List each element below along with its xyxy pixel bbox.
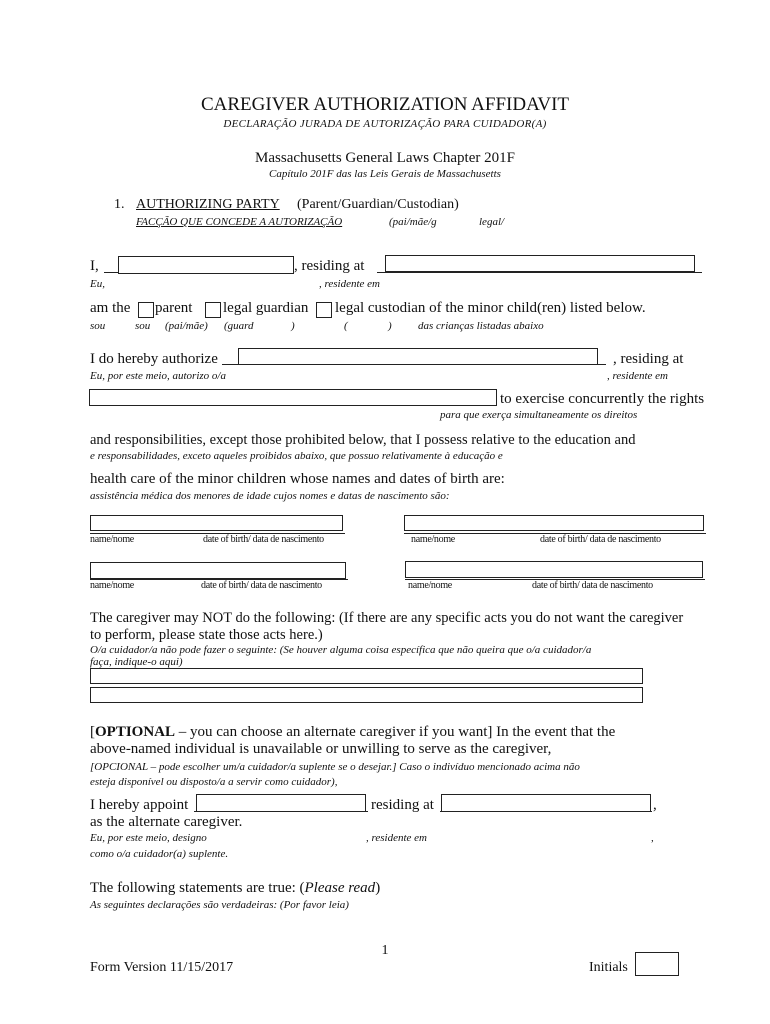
health-text: health care of the minor children whose names and dates of birth are: (90, 471, 505, 487)
line-i-prefix: I, (90, 258, 99, 274)
paren-close-2: ) (388, 320, 392, 332)
rights-text: to exercise concurrently the rights (500, 391, 705, 407)
section-heading-rest: (Parent/Guardian/Custodian) (297, 197, 459, 212)
initials-field[interactable] (635, 952, 679, 976)
optional-bracket: [ (90, 724, 95, 740)
authorize-label-pt: Eu, por este meio, autorizo o/a (90, 370, 226, 382)
optional-pt-2: esteja disponível ou disposto/a a servir como cuidador), (90, 776, 338, 788)
line-i-residing: , residing at (294, 258, 365, 274)
authorizing-party-address-field[interactable] (385, 255, 695, 272)
section-heading-pt-legal: legal/ (479, 216, 505, 228)
alternate-caregiver-name-field[interactable] (196, 794, 366, 812)
appoint-residing: residing at (371, 797, 434, 813)
child-3-dob-label: date of birth/ data de nascimento (201, 580, 322, 591)
rights-text-pt: para que exerça simultaneamente os direitos (440, 409, 638, 421)
may-not-line-1: The caregiver may NOT do the following: (If there are any specific acts you do not want the caregiver (90, 610, 684, 626)
underline (377, 272, 702, 273)
legal-guardian-checkbox[interactable] (205, 302, 221, 318)
authorize-residing: , residing at (613, 351, 684, 367)
appoint-comma: , (653, 797, 657, 813)
statements-text-pt: As seguintes declarações são verdadeiras: (Por favor leia) (90, 899, 349, 911)
underline (104, 272, 118, 273)
may-not-line-2: to perform, please state those acts here.) (90, 627, 323, 643)
optional-line-1-rest: – you can choose an alternate caregiver if you want] In the event that the (175, 724, 616, 740)
page-number: 1 (381, 943, 389, 958)
optional-pt-1: [OPCIONAL – pode escolher um/a cuidador/a suplente se o desejar.] Caso o indivíduo mencionado acima não (90, 761, 580, 773)
legal-custodian-label: legal custodian of the minor child(ren) listed below. (335, 300, 646, 316)
prohibited-acts-field-2[interactable] (90, 687, 643, 703)
appoint-pt-1: Eu, por este meio, designo (90, 832, 207, 844)
paimae-label: (pai/mãe) (165, 320, 208, 332)
line-i-residente: , residente em (319, 278, 380, 290)
child-4-dob-label: date of birth/ data de nascimento (532, 580, 653, 591)
sou-label-1: sou (90, 320, 106, 332)
statements-text (90, 880, 380, 897)
responsibilities-text: and responsibilities, except those prohibited below, that I possess relative to the education and (90, 432, 636, 448)
appoint-line-2: as the alternate caregiver. (90, 814, 243, 830)
authorize-residente-pt: , residente em (607, 370, 668, 382)
child-3-name-label: name/nome (90, 580, 134, 591)
legal-guardian-label: legal guardian (223, 300, 309, 316)
child-2-name-label: name/nome (411, 534, 455, 545)
optional-bold: OPTIONAL (95, 724, 176, 740)
form-title-pt: DECLARAÇÃO JURADA DE AUTORIZAÇÃO PARA CUIDADOR(A) (223, 118, 547, 130)
responsibilities-text-pt: e responsabilidades, exceto aqueles proibidos abaixo, que possuo relativamente à educação e (90, 450, 503, 462)
parent-label: parent (155, 300, 193, 316)
initials-label: Initials (589, 960, 628, 975)
law-reference: Massachusetts General Laws Chapter 201F (255, 150, 515, 166)
authorize-label: I do hereby authorize (90, 351, 218, 367)
line-i-eu: Eu, (90, 278, 105, 290)
section-heading-pt: FACÇÃO QUE CONCEDE A AUTORIZAÇÃO (136, 216, 343, 228)
prohibited-acts-field-1[interactable] (90, 668, 643, 684)
paren-close-1: ) (291, 320, 295, 332)
paren-open-2: ( (344, 320, 348, 332)
criancas-label: das crianças listadas abaixo (418, 320, 544, 332)
appoint-pt-comma: , (651, 832, 654, 844)
section-heading: AUTHORIZING PARTY (136, 197, 280, 212)
law-reference-pt: Capítulo 201F das las Leis Gerais de Massachusetts (269, 168, 501, 180)
appoint-pt-2: como o/a cuidador(a) suplente. (90, 848, 229, 860)
child-1-dob-label: date of birth/ data de nascimento (203, 534, 324, 545)
alternate-caregiver-address-field[interactable] (441, 794, 651, 812)
child-2-field[interactable] (404, 515, 704, 531)
child-1-name-label: name/nome (90, 534, 134, 545)
appoint-pt-residente: , residente em (366, 832, 427, 844)
sou-label-2: sou (135, 320, 151, 332)
may-not-pt-2: faça, indique-o aqui) (90, 656, 183, 668)
parent-checkbox[interactable] (138, 302, 154, 318)
form-title: CAREGIVER AUTHORIZATION AFFIDAVIT (200, 94, 570, 115)
legal-custodian-checkbox[interactable] (316, 302, 332, 318)
statements-close: ) (375, 880, 381, 896)
child-4-field[interactable] (405, 561, 703, 578)
section-number: 1. (114, 197, 125, 212)
child-1-field[interactable] (90, 515, 343, 531)
child-3-field[interactable] (90, 562, 346, 579)
statements-text-main: The following statements are true: ( (90, 880, 305, 896)
optional-line-2: above-named individual is unavailable or unwilling to serve as the caregiver, (90, 741, 552, 757)
statements-please: Please read (304, 880, 376, 896)
child-2-dob-label: date of birth/ data de nascimento (540, 534, 661, 545)
may-not-pt-1: O/a cuidador/a não pode fazer o seguinte: (Se houver alguma coisa específica que não queira que o/a cuidador/a (90, 644, 592, 656)
section-heading-pt-rest: (pai/mãe/g (389, 216, 437, 228)
form-version: Form Version 11/15/2017 (90, 960, 234, 975)
am-the-label: am the (90, 300, 131, 316)
authorizing-party-name-field[interactable] (118, 256, 294, 274)
health-text-pt: assistência médica dos menores de idade cujos nomes e datas de nascimento são: (90, 490, 450, 502)
appoint-label: I hereby appoint (90, 797, 189, 813)
guard-label: (guard (224, 320, 254, 332)
child-4-name-label: name/nome (408, 580, 452, 591)
caregiver-address-field[interactable] (89, 389, 497, 406)
caregiver-name-field[interactable] (238, 348, 598, 365)
optional-line-1 (90, 724, 615, 741)
